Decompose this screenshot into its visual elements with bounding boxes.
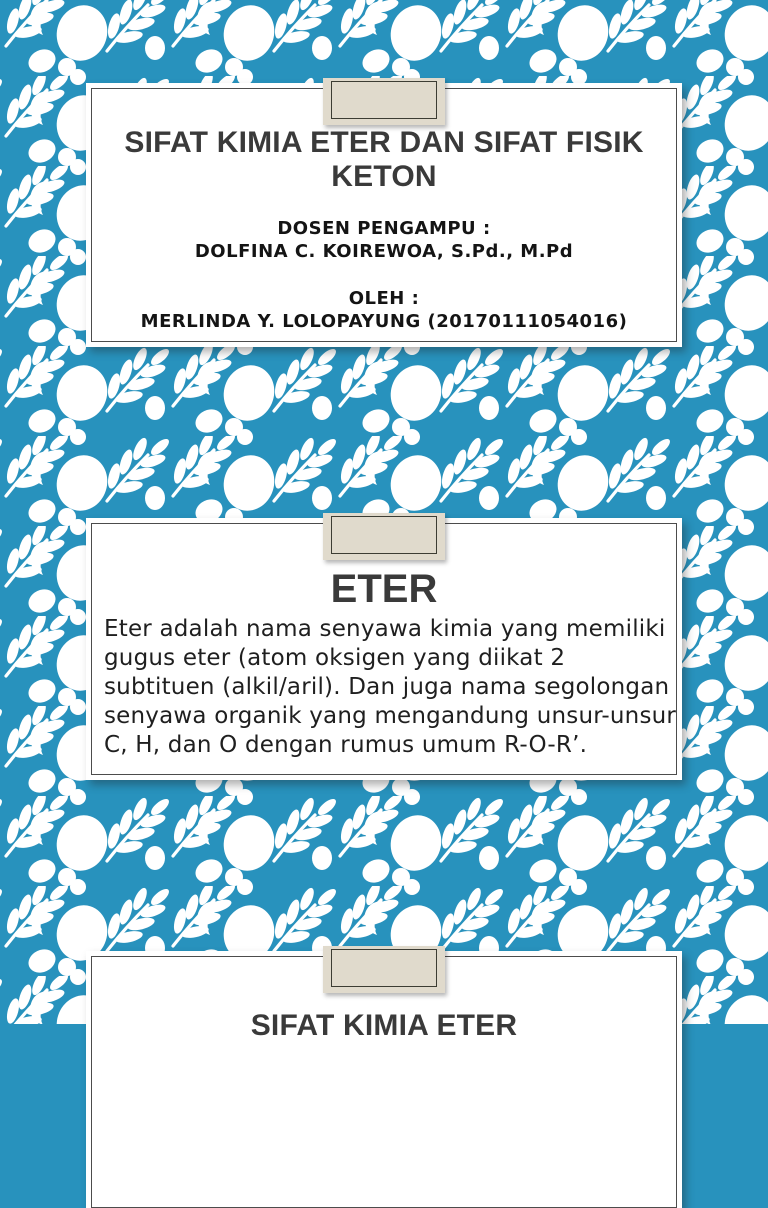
slide-card-3 — [91, 956, 677, 1208]
slide-tab-icon — [323, 513, 445, 560]
slide-3-title: SIFAT KIMIA ETER — [250, 1009, 518, 1042]
body-line: senyawa organik yang mengandung unsur-unsur — [104, 703, 677, 729]
lecturer-name-line: DOLFINA C. KOIREWOA, S.Pd., M.Pd — [194, 241, 574, 262]
slide-tab-inner — [331, 516, 437, 554]
slide-card-1 — [91, 88, 677, 342]
slide-tab-icon — [323, 946, 445, 993]
author-name-line: MERLINDA Y. LOLOPAYUNG (20170111054016) — [140, 311, 628, 332]
slide-2-body — [92, 615, 676, 760]
slide-1-subtitle-block — [92, 217, 676, 333]
author-label-line: OLEH : — [348, 288, 420, 309]
slide-tab-inner — [331, 949, 437, 987]
body-line: C, H, dan O dengan rumus umum R-O-R’. — [104, 732, 588, 758]
body-line: Eter adalah nama senyawa kimia yang memiliki — [104, 616, 666, 642]
slide-card-2 — [91, 523, 677, 775]
subtitle-spacer — [92, 263, 676, 287]
slide-2-title: ETER — [330, 567, 438, 611]
lecturer-label-line: DOSEN PENGAMPU : — [277, 218, 491, 239]
body-line: gugus eter (atom oksigen yang diikat 2 — [104, 645, 566, 671]
slide-tab-inner — [331, 81, 437, 119]
body-line: subtituen (alkil/aril). Dan juga nama segolongan — [104, 674, 670, 700]
slide-tab-icon — [323, 78, 445, 125]
slide-1-title: SIFAT KIMIA ETER DAN SIFAT FISIK KETON — [124, 126, 644, 193]
